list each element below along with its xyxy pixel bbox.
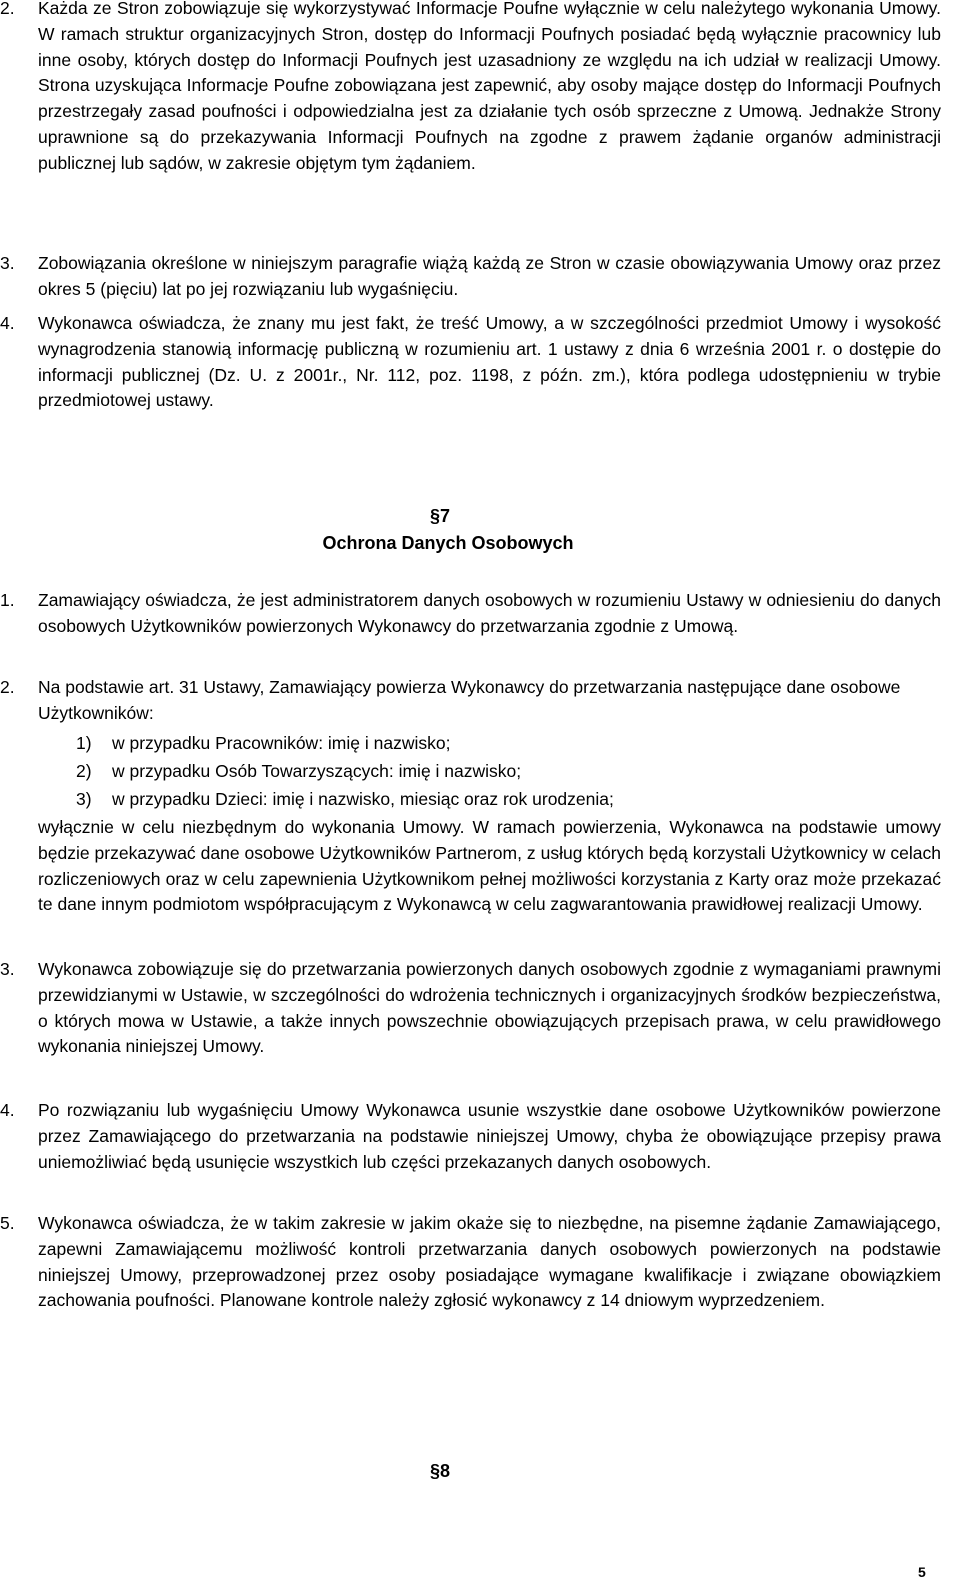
- paragraph-continuation: wyłącznie w celu niezbędnym do wykonania Umowy. W ramach powierzenia, Wykonawca na podstawie umowy będzie przekazywać dane osobowe Użytkowników Partnerom, z usług których będą korzystali Użytkownicy w celach rozliczeniowych oraz w celu zapewnienia Użytkownikom pełnej możliwości korzystania z Karty oraz może przekazać te dane innym podmiotom współpracującym z Wykonawcą w celu zagwarantowania prawidłowej realizacji Umowy.: [38, 817, 941, 915]
- paragraph-text: Na podstawie art. 31 Ustawy, Zamawiający powierza Wykonawcy do przetwarzania następujące dane osobowe Użytkowników:: [38, 677, 901, 723]
- section-number: 7: [440, 506, 451, 526]
- section-7-title: Ochrona Danych Osobowych: [322, 533, 574, 553]
- paragraph-text: Wykonawca oświadcza, że znany mu jest fakt, że treść Umowy, a w szczególności przedmiot Umowy i wysokość wynagrodzenia stanowią informację publiczną w rozumieniu art. 1 ustawy z dnia 6 września 2001 r. o dostępie do informacji publicznej (Dz. U. z 2001r., Nr. 112, poz. 1198, z późn. zm.), która podlega udostępnieniu w trybie przedmiotowej ustawy.: [38, 313, 941, 411]
- section-symbol: §: [430, 1461, 441, 1481]
- paragraph-number: 5.: [0, 1213, 15, 1233]
- paragraph-number: 2.: [0, 0, 15, 18]
- paragraph-text: Wykonawca oświadcza, że w takim zakresie w jakim okaże się to niezbędne, na pisemne żądanie Zamawiającego, zapewni Zamawiającemu możliwość kontroli przetwarzania danych osobowych powierzonych na podstawie niniejszej Umowy, przeprowadzonej przez osoby posiadające wymagane kwalifikacje i związane obowiązkiem zachowania poufności. Planowane kontrole należy zgłosić wykonawcy z 14 dniowym wyprzedzeniem.: [38, 1213, 941, 1311]
- paragraph-number: 3.: [0, 959, 15, 979]
- page-number: 5: [918, 1564, 926, 1580]
- subitem-number: 2): [76, 761, 92, 781]
- paragraph-text: Zobowiązania określone w niniejszym paragrafie wiążą każdą ze Stron w czasie obowiązywania Umowy oraz przez okres 5 (pięciu) lat po jej rozwiązaniu lub wygaśnięciu.: [38, 253, 941, 299]
- paragraph-text: Zamawiający oświadcza, że jest administratorem danych osobowych w rozumieniu Ustawy w odniesieniu do danych osobowych Użytkowników powierzonych Wykonawcy do przetwarzania zgodnie z Umową.: [38, 590, 941, 636]
- paragraph-number: 4.: [0, 313, 15, 333]
- paragraph-number: 4.: [0, 1100, 15, 1120]
- paragraph-number: 1.: [0, 590, 15, 610]
- section-number: 8: [440, 1461, 451, 1481]
- section-8-number: [430, 1460, 450, 1482]
- subitem-text: w przypadku Osób Towarzyszących: imię i nazwisko;: [112, 761, 522, 781]
- paragraph-text: Po rozwiązaniu lub wygaśnięciu Umowy Wykonawca usunie wszystkie dane osobowe Użytkowników powierzone przez Zamawiającego do przetwarzania na podstawie niniejszej Umowy, chyba że obowiązujące przepisy prawa uniemożliwiać będą usunięcie wszystkich lub części przekazanych danych osobowych.: [38, 1100, 941, 1172]
- section-symbol: §: [430, 506, 441, 526]
- subitem-number: 3): [76, 789, 92, 809]
- paragraph-number: 2.: [0, 677, 15, 697]
- paragraph-text: Wykonawca zobowiązuje się do przetwarzania powierzonych danych osobowych zgodnie z wymaganiami prawnymi przewidzianymi w Ustawie, w szczególności do wdrożenia technicznych i organizacyjnych środków bezpieczeństwa, o których mowa w Ustawie, a także innych powszechnie obowiązujących przepisach prawa, w celu prawidłowego wykonania niniejszej Umowy.: [38, 959, 941, 1057]
- subitem-number: 1): [76, 733, 92, 753]
- paragraph-text: Każda ze Stron zobowiązuje się wykorzystywać Informacje Poufne wyłącznie w celu należytego wykonania Umowy. W ramach struktur organizacyjnych Stron, dostęp do Informacji Poufnych posiadać będą wyłącznie pracownicy lub inne osoby, których dostęp do Informacji Poufnych jest uzasadniony ze względu na ich udział w realizacji Umowy. Strona uzyskująca Informacje Poufne zobowiązana jest zapewnić, aby osoby mające dostęp do Informacji Poufnych przestrzegały zasad poufności i odpowiedzialna jest za działanie tych osób sprzeczne z Umową. Jednakże Strony uprawnione są do przekazywania Informacji Poufnych na zgodne z prawem żądanie organów administracji publicznej lub sądów, w zakresie objętym tym żądaniem.: [38, 0, 941, 173]
- subitem-text: w przypadku Pracowników: imię i nazwisko;: [112, 733, 451, 753]
- paragraph-number: 3.: [0, 253, 15, 273]
- subitem-text: w przypadku Dzieci: imię i nazwisko, miesiąc oraz rok urodzenia;: [112, 789, 614, 809]
- section-7-number: [430, 505, 450, 527]
